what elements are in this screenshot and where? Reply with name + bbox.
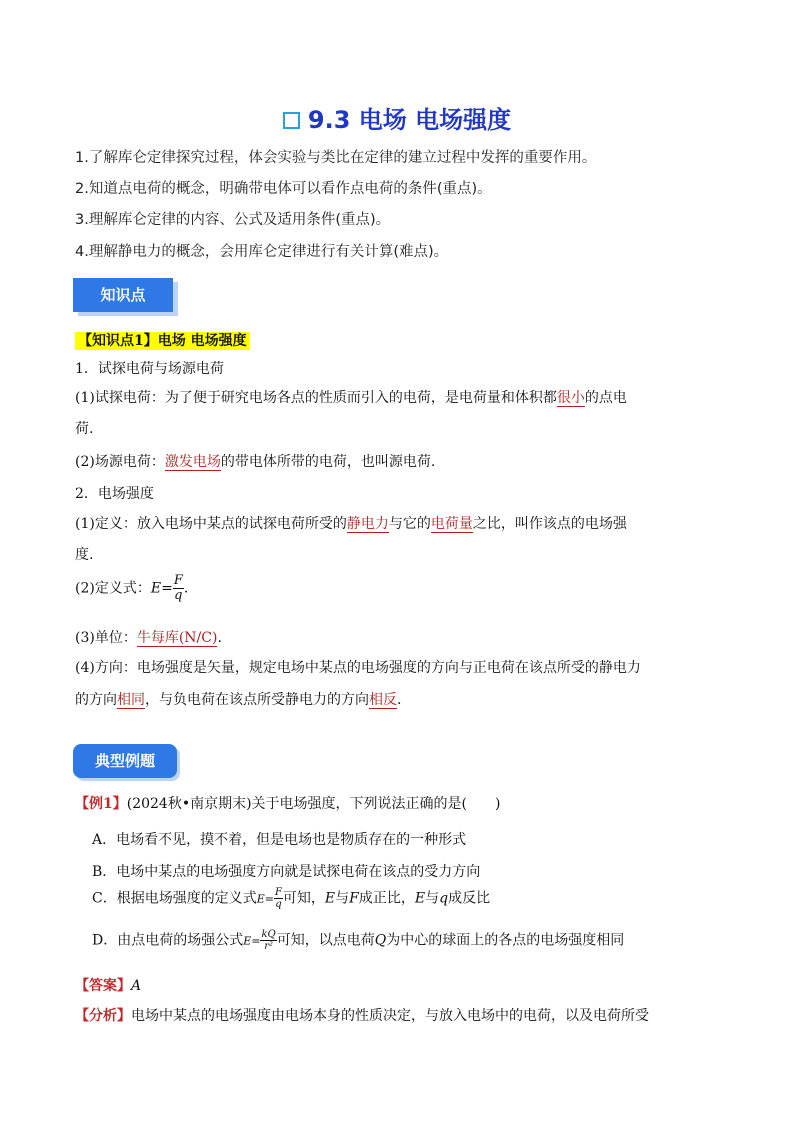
- blank-answer: 静电力: [346, 516, 389, 532]
- blank-answer: 相反: [369, 692, 397, 708]
- checkbox-square-icon: [283, 112, 300, 129]
- objective-1: 1.了解库仑定律探究过程，体会实验与类比在定律的建立过程中发挥的重要作用。: [75, 150, 597, 166]
- section-tag-knowledge: 知识点: [73, 278, 173, 312]
- objective-4: 4.理解静电力的概念，会用库仑定律进行有关计算(难点)。: [75, 244, 449, 260]
- direction-line: (4)方向：电场强度是矢量，规定电场中某点的电场强度的方向与正电荷在该点所受的静电力: [75, 660, 641, 676]
- example-label: 【例1】: [75, 796, 127, 812]
- test-charge-definition: (1)试探电荷：为了便于研究电场各点的性质而引入的电荷，是电荷量和体积都很小的点电: [75, 390, 627, 406]
- source-charge-definition: (2)场源电荷：激发电场的带电体所带的电荷，也叫源电荷.: [75, 454, 436, 470]
- option-d: D．由点电荷的场强公式E= $\frac{kQ}{\text{r²}}$ 可知，以点电荷Q为中心的球面上的各点的电场强度相同: [92, 929, 625, 952]
- field-strength-definition: (1)定义：放入电场中某点的试探电荷所受的静电力与它的电荷量之比，叫作该点的电场强: [75, 516, 627, 532]
- analysis-label: 【分析】: [75, 1008, 131, 1024]
- blank-answer: 很小: [556, 390, 585, 406]
- direction-line-cont: 的方向相同，与负电荷在该点所受静电力的方向相反.: [75, 692, 402, 708]
- answer-line: [75, 975, 141, 995]
- option-c: C．根据电场强度的定义式E= $\frac{F}{q}$ 可知，E与F成正比，E与q成反比: [92, 887, 491, 910]
- example-stem: 【例1】(2024秋•南京期末)关于电场强度，下列说法正确的是( ): [75, 796, 501, 812]
- definition-formula: (2)定义式：E= $\frac{F}{q}$ .: [75, 573, 189, 603]
- test-charge-definition-cont: 荷.: [75, 421, 94, 437]
- answer-value: A: [131, 978, 142, 994]
- subheading-field-strength: 2．电场强度: [75, 486, 154, 502]
- blank-answer: 相同: [117, 692, 145, 708]
- formula-fraction: $\frac{F}{q}$: [173, 573, 183, 603]
- objective-2: 2.知道点电荷的概念，明确带电体可以看作点电荷的条件(重点)。: [75, 181, 492, 197]
- option-b: B．电场中某点的电场强度方向就是试探电荷在该点的受力方向: [92, 864, 481, 880]
- knowledge-point-heading: 【知识点1】电场 电场强度: [75, 332, 250, 350]
- blank-answer: 激发电场: [164, 454, 221, 470]
- page-title-text: 9.3 电场 电场强度: [307, 106, 512, 134]
- blank-answer: 电荷量: [430, 516, 473, 532]
- blank-answer: 牛每库(N/C): [136, 630, 218, 646]
- objective-3: 3.理解库仑定律的内容、公式及适用条件(重点)。: [75, 212, 391, 228]
- section-tag-examples: 典型例题: [73, 744, 177, 778]
- field-strength-definition-cont: 度.: [75, 547, 94, 563]
- analysis-line: 【分析】电场中某点的电场强度由电场本身的性质决定，与放入电场中的电荷，以及电荷所受: [75, 1008, 649, 1024]
- subheading-test-charge: 1．试探电荷与场源电荷: [75, 361, 224, 377]
- unit-line: (3)单位：牛每库(N/C).: [75, 630, 222, 646]
- option-a: A．电场看不见，摸不着，但是电场也是物质存在的一种形式: [92, 832, 467, 848]
- answer-label: 【答案】: [75, 978, 131, 994]
- page-title: [0, 100, 794, 135]
